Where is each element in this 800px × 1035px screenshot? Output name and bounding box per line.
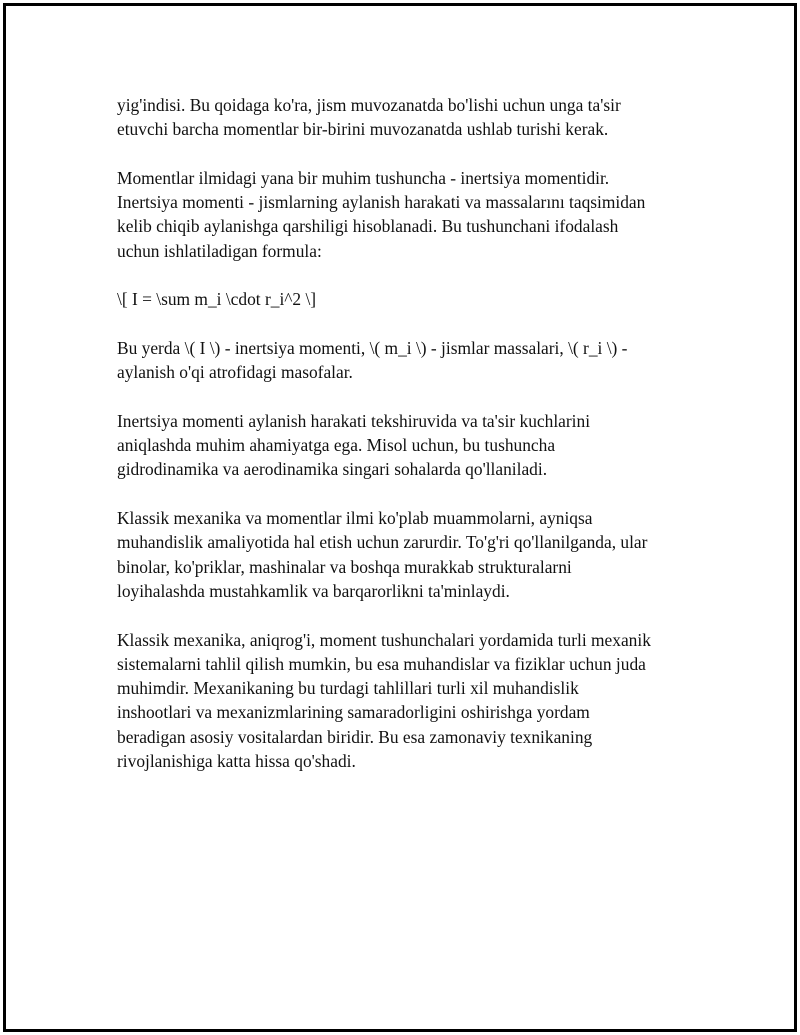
paragraph-inertia-applications [117,409,707,482]
formula-line: \[ I = \sum m_i \cdot r_i^2 \] [117,289,317,310]
paragraph-inertia-intro [117,166,707,263]
paragraph-formula [117,287,707,311]
paragraph-equilibrium [117,93,707,142]
text-line: muhandislik amaliyotida hal etish uchun zarurdir. To'g'ri qo'llanilganda, ular [117,532,648,553]
text-line: Inertsiya momenti - jismlarning aylanish harakati va massalarını taqsimidan [117,192,646,213]
text-line: uchun ishlatiladigan formula: [117,240,322,261]
text-line: aylanish o'qi atrofidagi masofalar. [117,362,353,383]
text-line: muhimdir. Mexanikaning bu turdagi tahlillari turli xil muhandislik [117,678,579,699]
text-line: binolar, ko'priklar, mashinalar va boshqa murakkab strukturalarni [117,556,572,577]
text-line: Inertsiya momenti aylanish harakati tekshiruvida va ta'sir kuchlarini [117,410,591,431]
text-line: sistemalarni tahlil qilish mumkin, bu esa muhandislar va fiziklar uchun juda [117,653,646,674]
text-line: Klassik mexanika va momentlar ilmi ko'plab muammolarni, ayniqsa [117,508,593,529]
text-line: yig'indisi. Bu qoidaga ko'ra, jism muvozanatda bo'lishi uchun unga ta'sir [117,95,621,115]
text-line: rivojlanishiga katta hissa qo'shadi. [117,751,356,772]
paragraph-formula-legend [117,336,707,385]
document-body [117,93,707,798]
paragraph-engineering [117,506,707,603]
text-line: Bu yerda \( I \) - inertsiya momenti, \( m_i \) - jismlar massalari, \( r_i \) - [117,337,628,358]
paragraph-conclusion [117,628,707,774]
text-line: Klassik mexanika, aniqrog'i, moment tushunchalari yordamida turli mexanik [117,629,651,650]
text-line: Momentlar ilmidagi yana bir muhim tushuncha - inertsiya momentidir. [117,167,610,188]
text-line: etuvchi barcha momentlar bir-birini muvozanatda ushlab turishi kerak. [117,119,609,140]
text-line: loyihalashda mustahkamlik va barqarorlikni ta'minlaydi. [117,580,510,601]
text-line: gidrodinamika va aerodinamika singari sohalarda qo'llaniladi. [117,459,548,480]
text-line: kelib chiqib aylanishga qarshiligi hisoblanadi. Bu tushunchani ifodalash [117,216,619,237]
text-line: beradigan asosiy vositalardan biridir. Bu esa zamonaviy texnikaning [117,726,593,747]
text-line: aniqlashda muhim ahamiyatga ega. Misol uchun, bu tushuncha [117,435,556,456]
text-line: inshootlari va mexanizmlarining samaradorligini oshirishga yordam [117,702,590,723]
